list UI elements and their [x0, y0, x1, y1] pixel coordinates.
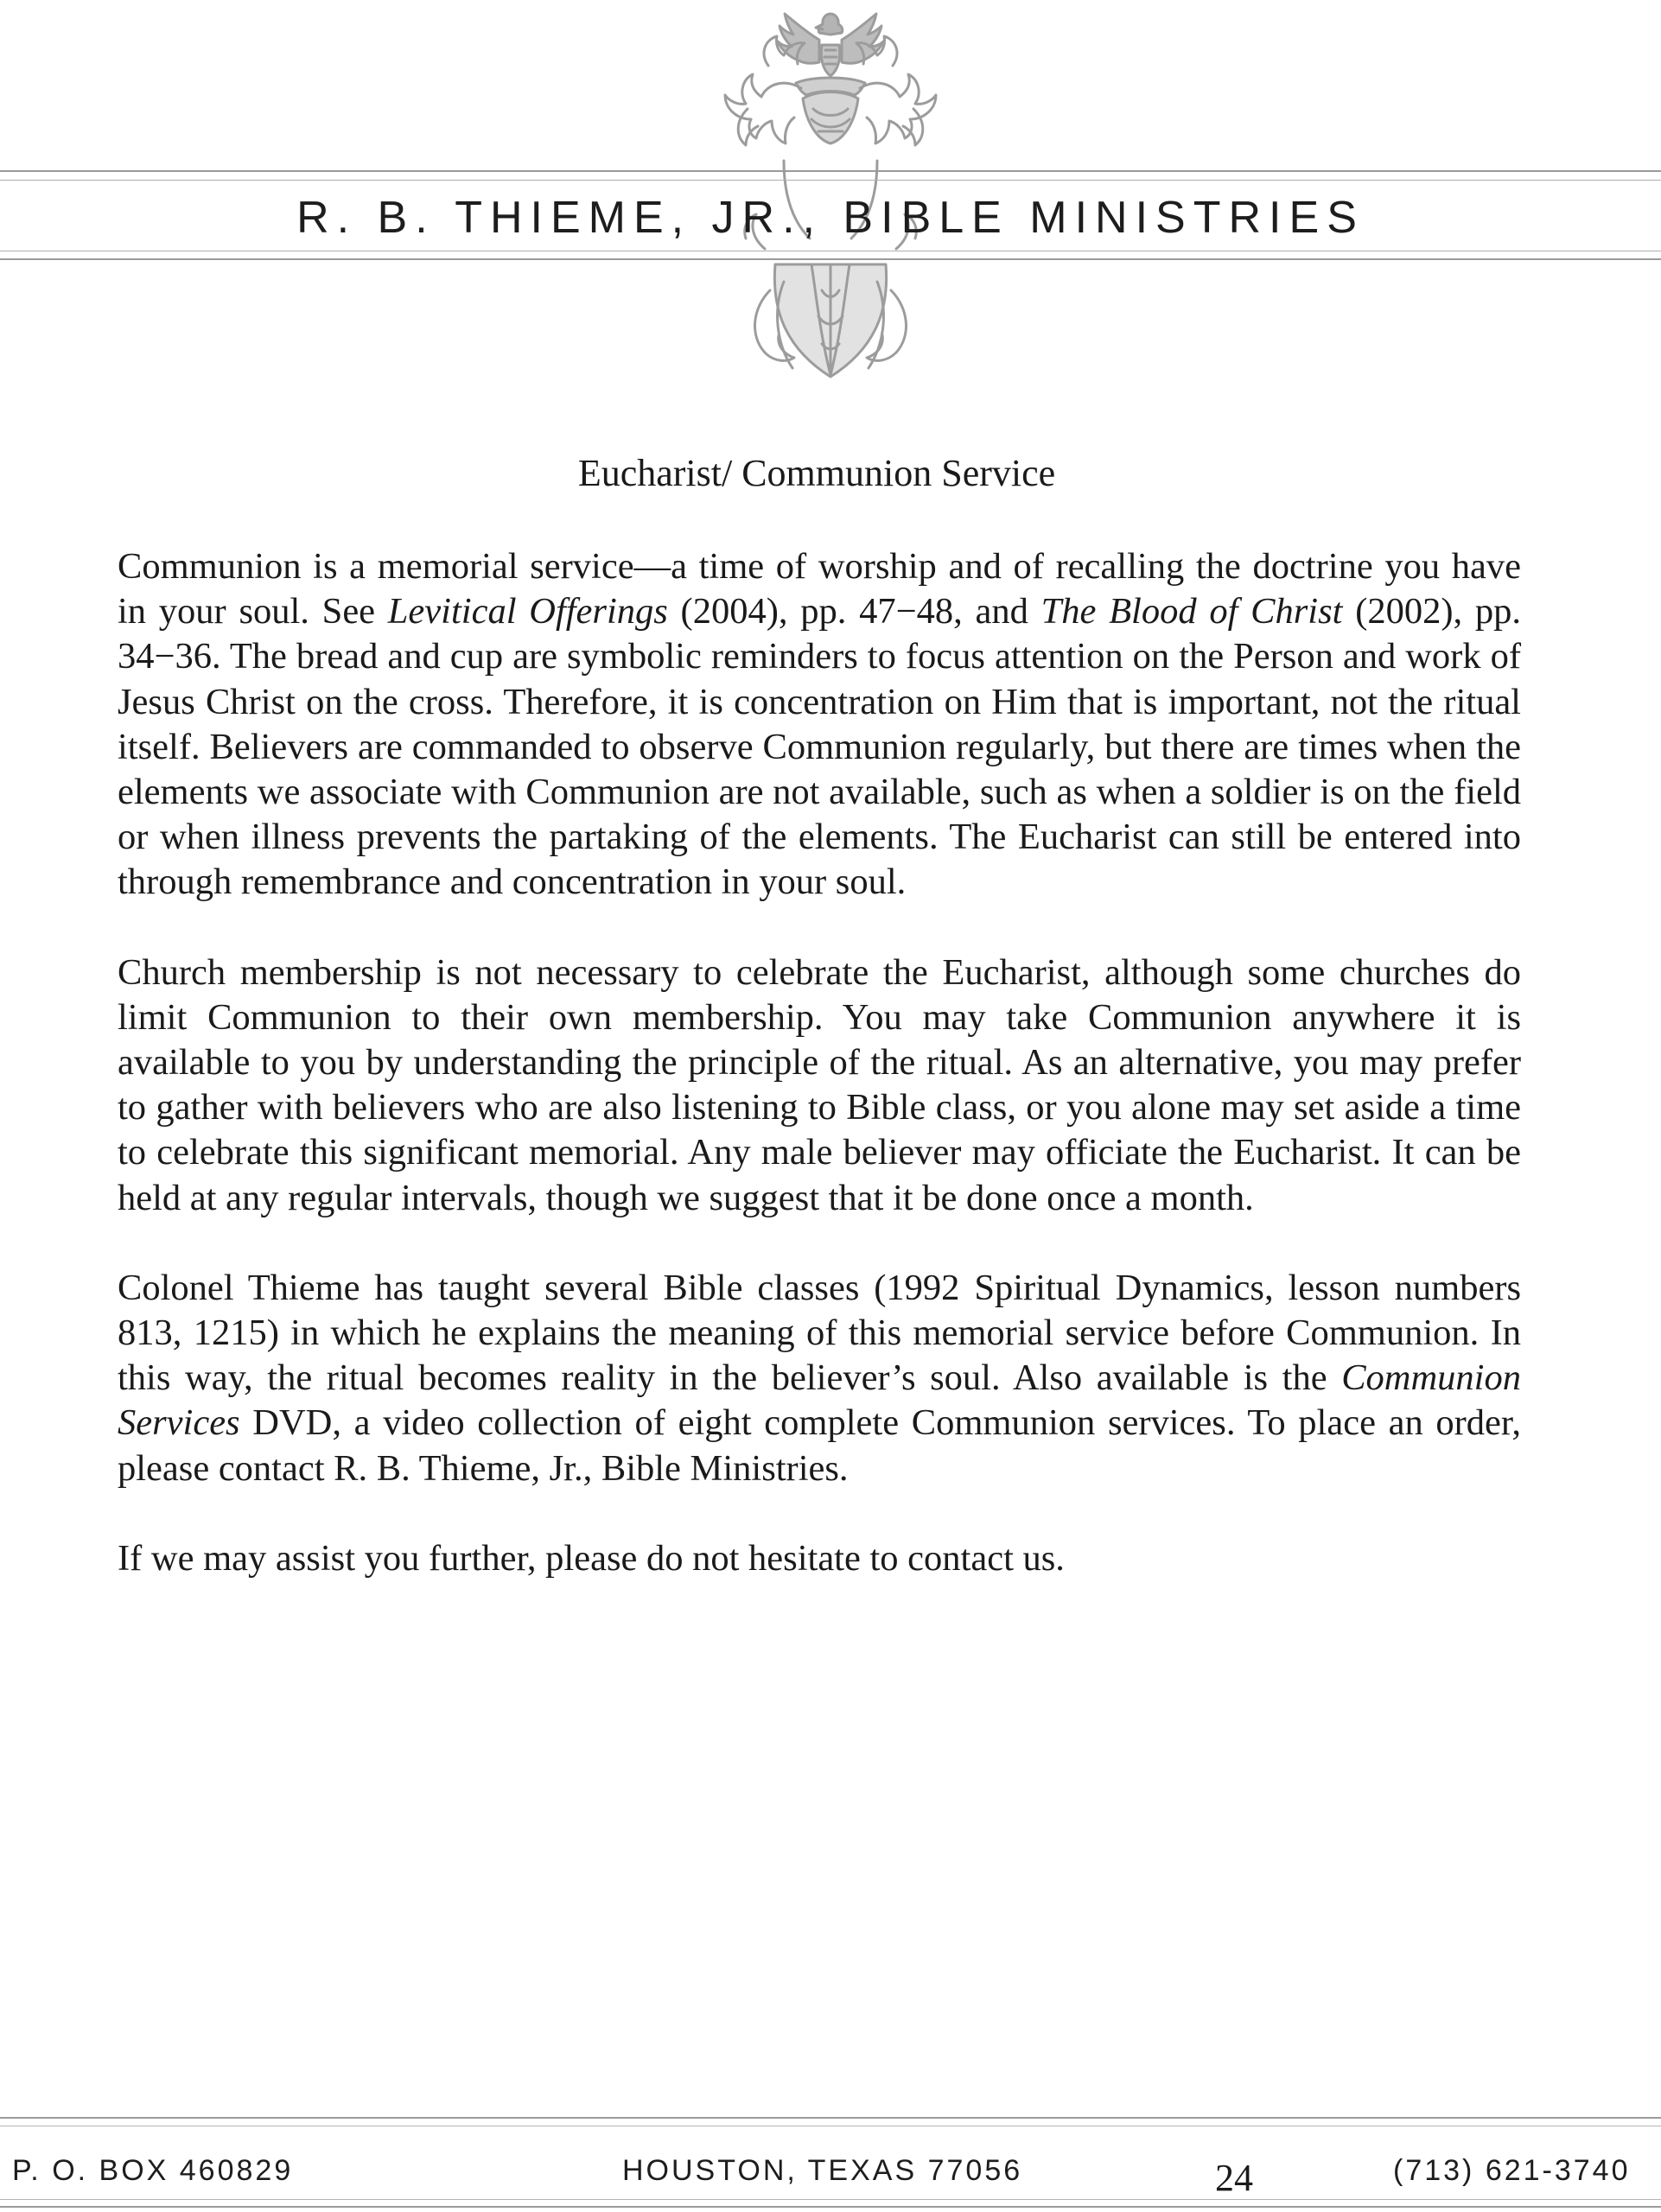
footer-phone: (713) 621-3740 — [1393, 2154, 1631, 2187]
organization-masthead: R. B. THIEME, JR., BIBLE MINISTRIES — [296, 193, 1365, 243]
footer-rule-bottom — [0, 2206, 1661, 2208]
paragraph-1-text-2: (2004), pp. 47−48, and — [667, 591, 1041, 632]
reference-levitical-offerings: Levitical Offerings — [387, 591, 668, 632]
paragraph-3-text-1: Colonel Thieme has taught several Bible classes (1992 Spiritual Dynamics, lesson numbers 813, 1215) in which he explains the meaning of this memorial service before Communion. In this way, the ritual becomes reality in the believer’s soul. Also available is the — [118, 1267, 1521, 1399]
paragraph-3-text-2: DVD, a video collection of eight complete Communion services. To place an order, please contact R. B. Thieme, Jr., Bible Ministries. — [118, 1402, 1521, 1489]
paragraph-1-text-1: Communion is a memorial service—a time of worship and of recalling the doctrine you have in your soul. See — [118, 546, 1521, 632]
footer-rule-bottom-thin — [0, 2199, 1661, 2200]
document-title: Eucharist/ Communion Service — [577, 452, 1056, 494]
footer-po-box: P. O. BOX 460829 — [12, 2154, 294, 2187]
reference-blood-of-christ: The Blood of Christ — [1041, 591, 1343, 632]
paragraph-4: If we may assist you further, please do not hesitate to contact us. — [118, 1537, 1065, 1579]
footer-city: HOUSTON, TEXAS 77056 — [622, 2154, 1023, 2187]
header-rule-top — [0, 170, 1661, 172]
document-body — [118, 544, 1521, 1581]
paragraph-1-text-3: (2002), pp. 34−36. The bread and cup are symbolic reminders to focus attention on the Person and work of Jesus Christ on the cross. Therefore, it is concentration on Him that is important, not the ritual itself. Believers are commanded to observe Communion regularly, but there are times when the elements we associate with Communion are not available, such as when a soldier is on the field or when illness prevents the partaking of the elements. The Eucharist can still be entered into through remembrance and concentration in your soul. — [118, 591, 1522, 903]
footer-rule-top — [0, 2117, 1661, 2119]
paragraph-1 — [118, 544, 1521, 906]
page-number: 24 — [1215, 2157, 1253, 2199]
header-rule-top-thin — [0, 180, 1661, 181]
header-rule-bottom — [0, 258, 1661, 260]
paragraph-3 — [118, 1266, 1521, 1491]
reference-communion-services: Communion Services — [118, 1357, 1521, 1444]
paragraph-2: Church membership is not necessary to celebrate the Eucharist, although some churches do limit Communion to their own membership. You may take Communion anywhere it is available to you by understanding the principle of the ritual. As an alternative, you may prefer to gather with believers who are also listening to Bible class, or you alone may set aside a time to celebrate this significant memorial. Any male believer may officiate the Eucharist. It can be held at any regular intervals, though we suggest that it be done once a month. — [118, 951, 1521, 1218]
